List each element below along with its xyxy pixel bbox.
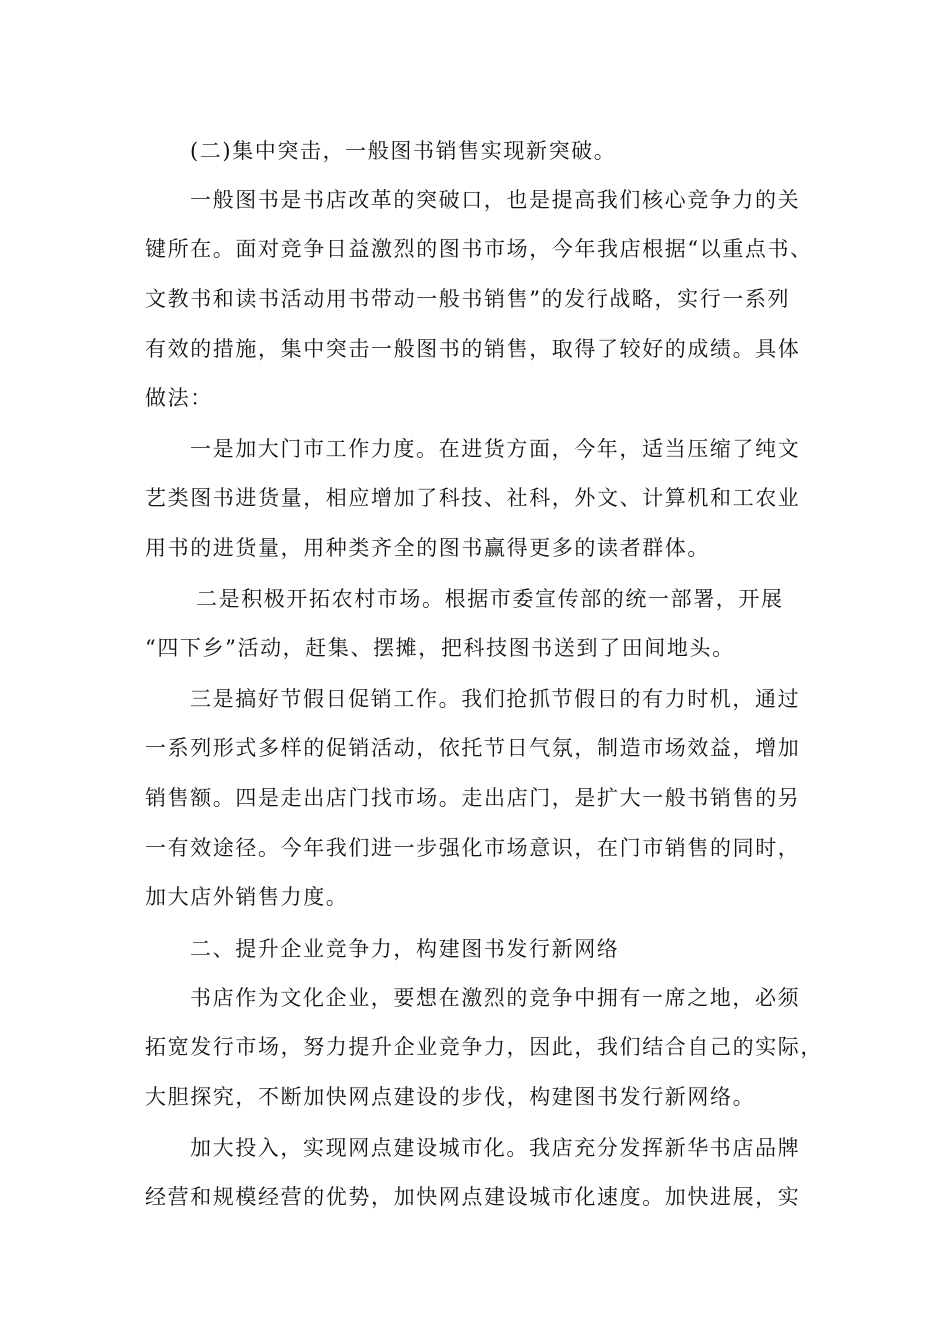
paragraph-line: 销售额。四是走出店门找市场。走出店门，是扩大一般书销售的另 [145,786,801,810]
paragraph-line: “四下乡”活动，赶集、摆摊，把科技图书送到了田间地头。 [145,636,735,660]
paragraph-line: 一有效途径。今年我们进一步强化市场意识，在门市销售的同时， [145,836,801,860]
paragraph-line: 加大店外销售力度。 [145,885,349,909]
paragraph-line: 有效的措施，集中突击一般图书的销售，取得了较好的成绩。具体 [145,337,801,361]
paragraph-line: 键所在。面对竞争日益激烈的图书市场，今年我店根据“以重点书、 [145,237,813,261]
paragraph-line: 一般图书是书店改革的突破口，也是提高我们核心竞争力的关 [190,188,801,212]
paragraph-line: 经营和规模经营的优势，加快网点建设城市化速度。加快进展，实 [145,1185,801,1209]
subheading-general-books: (二)集中突击，一般图书销售实现新突破。 [190,139,617,163]
paragraph-line: 艺类图书进货量，相应增加了科技、社科，外文、计算机和工农业 [145,486,801,510]
paragraph-line: 大胆探究，不断加快网点建设的步伐，构建图书发行新网络。 [145,1085,756,1109]
paragraph-line: 书店作为文化企业，要想在激烈的竞争中拥有一席之地，必须 [190,986,801,1010]
paragraph-line: 拓宽发行市场，努力提升企业竞争力，因此，我们结合自己的实际， [145,1035,823,1059]
paragraph-line: 三是搞好节假日促销工作。我们抢抓节假日的有力时机，通过 [190,687,801,711]
paragraph-line: 一系列形式多样的促销活动，依托节日气氛，制造市场效益，增加 [145,736,801,760]
section-heading-competitiveness: 二、提升企业竞争力，构建图书发行新网络 [190,937,620,961]
paragraph-line: 文教书和读书活动用书带动一般书销售”的发行战略，实行一系列 [145,287,791,311]
paragraph-line: 加大投入，实现网点建设城市化。我店充分发挥新华书店品牌 [190,1136,801,1160]
paragraph-line: 二是积极开拓农村市场。根据市委宣传部的统一部署，开展 [196,587,784,611]
paragraph-line: 做法： [145,386,213,410]
paragraph-line: 一是加大门市工作力度。在进货方面，今年，适当压缩了纯文 [190,437,801,461]
paragraph-line: 用书的进货量，用种类齐全的图书赢得更多的读者群体。 [145,536,710,560]
